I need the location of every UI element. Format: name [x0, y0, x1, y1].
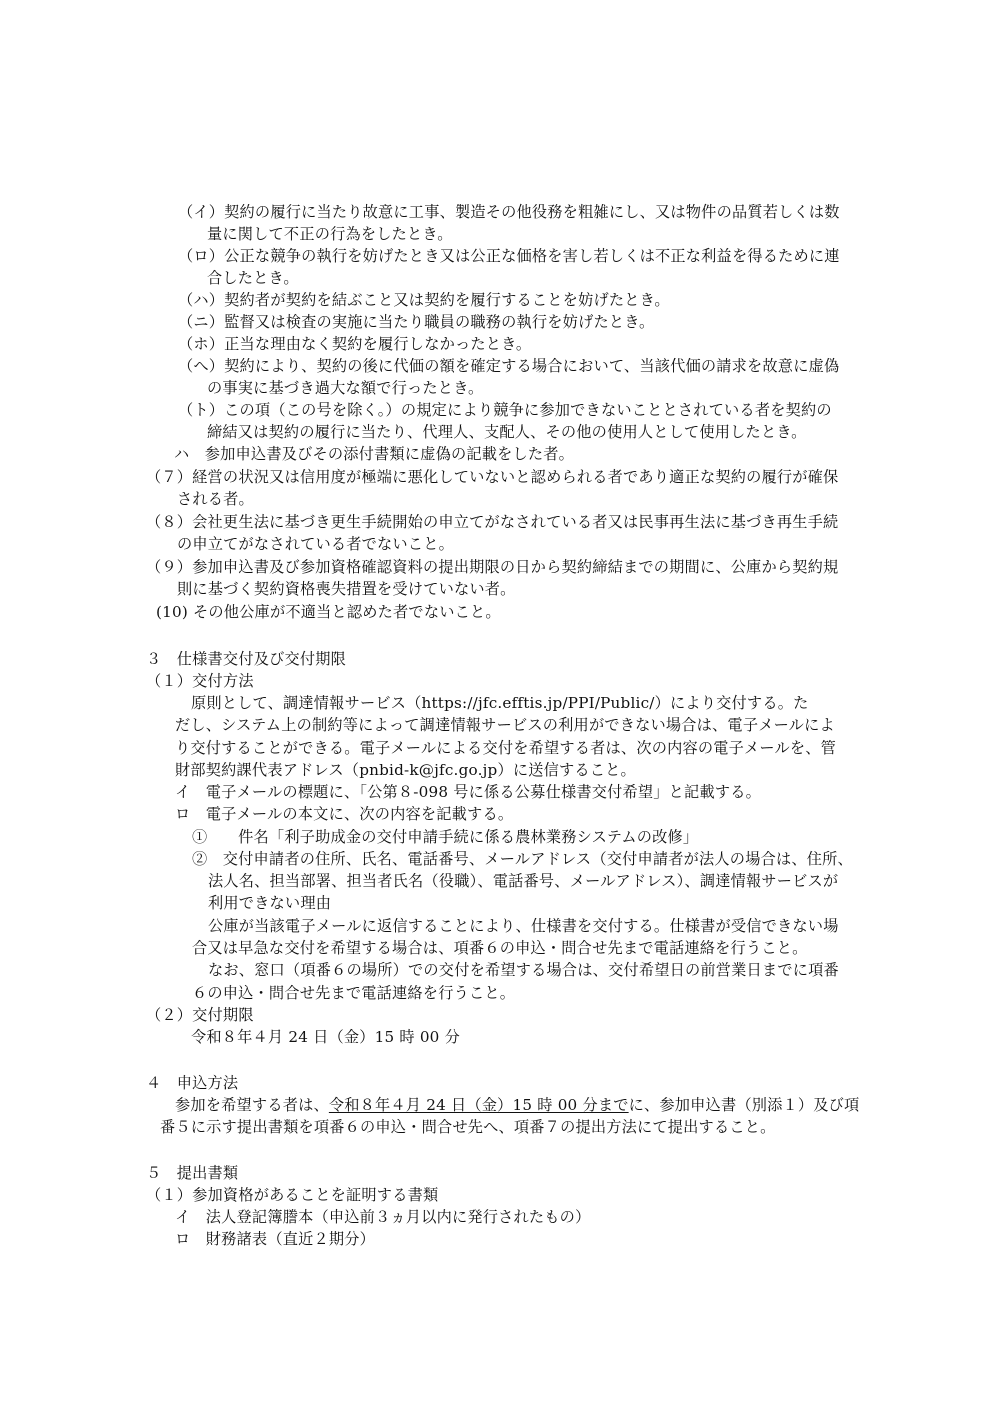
section-3-para3-line1: なお、窓口（項番６の場所）での交付を希望する場合は、交付希望日の前営業日までに項番 — [208, 961, 839, 979]
section-3-para1-line4: 財部契約課代表アドレス（pnbid-k@jfc.go.jp）に送信すること。 — [175, 761, 636, 779]
section-4-deadline-underlined: 令和８年４月 24 日（金）15 時 00 分まで — [328, 1096, 629, 1114]
section-3-para2-line2: 合又は早急な交付を希望する場合は、項番６の申込・問合せ先まで電話連絡を行うこと。 — [192, 939, 808, 957]
section-3-para1-line1: 原則として、調達情報サービス（https://jfc.efftis.jp/PPI/Public/）により交付する。た — [191, 694, 809, 712]
clause-i-line2: 量に関して不正の行為をしたとき。 — [207, 225, 453, 243]
section-3-item-ro: ロ 電子メールの本文に、次の内容を記載する。 — [175, 805, 514, 823]
clause-ha: （ハ）契約者が契約を結ぶこと又は契約を履行することを妨げたとき。 — [178, 291, 670, 309]
para-7-line2: される者。 — [177, 490, 254, 508]
clause-ho: （ホ）正当な理由なく契約を履行しなかったとき。 — [178, 335, 532, 353]
section-3-item-i: イ 電子メールの標題に、「公第８-098 号に係る公募仕様書交付希望」と記載する。 — [175, 783, 761, 801]
section-5-item-i: イ 法人登記簿謄本（申込前３ヵ月以内に発行されたもの） — [175, 1208, 591, 1226]
section-5-heading: ５ 提出書類 — [146, 1164, 239, 1182]
section-3-sub2: （２）交付期限 — [146, 1006, 254, 1024]
para-8-line1: （８）会社更生法に基づき更生手続開始の申立てがなされている者又は民事再生法に基づき再生手続 — [146, 513, 839, 531]
section-3-sub1: （１）交付方法 — [146, 672, 254, 690]
para-9-line1: （９）参加申込書及び参加資格確認資料の提出期限の日から契約締結までの期間に、公庫から契約規 — [146, 558, 839, 576]
clause-to-line1: （ト）この項（この号を除く。）の規定により競争に参加できないこととされている者を契約の — [178, 401, 832, 419]
section-3-para3-line2: ６の申込・問合せ先まで電話連絡を行うこと。 — [192, 984, 516, 1002]
section-3-circle-1: ① 件名「利子助成金の交付申請手続に係る農林業務システムの改修」 — [192, 828, 699, 846]
para-7-line1: （７）経営の状況又は信用度が極端に悪化していないと認められる者であり適正な契約の履行が確保 — [146, 468, 839, 486]
section-5-item-ro: ロ 財務諸表（直近２期分） — [175, 1230, 376, 1248]
section-4-line1-post: に、参加申込書（別添１）及び項 — [628, 1096, 860, 1114]
clause-i-line1: （イ）契約の履行に当たり故意に工事、製造その他役務を粗雑にし、又は物件の品質若しくは数 — [178, 203, 840, 221]
section-3-para1-line3: り交付することができる。電子メールによる交付を希望する者は、次の内容の電子メールを、管 — [175, 739, 837, 757]
section-3-para1-line2: だし、システム上の制約等によって調達情報サービスの利用ができない場合は、電子メールによ — [175, 716, 835, 734]
section-4-line1-pre: 参加を希望する者は、 — [175, 1096, 329, 1114]
section-3-circle-2-line3: 利用できない理由 — [208, 894, 332, 912]
section-4-line1 — [175, 1095, 859, 1115]
clause-ha-main: ハ 参加申込書及びその添付書類に虚偽の記載をした者。 — [174, 445, 575, 463]
para-8-line2: の申立てがなされている者でないこと。 — [177, 535, 454, 553]
clause-he-line1: （へ）契約により、契約の後に代価の額を確定する場合において、当該代価の請求を故意に虚偽 — [178, 357, 840, 375]
para-10: (10) その他公庫が不適当と認めた者でないこと。 — [156, 603, 501, 621]
clause-ni: （ニ）監督又は検査の実施に当たり職員の職務の執行を妨げたとき。 — [178, 313, 655, 331]
clause-to-line2: 締結又は契約の履行に当たり、代理人、支配人、その他の使用人として使用したとき。 — [207, 423, 807, 441]
section-3-circle-2-line1: ② 交付申請者の住所、氏名、電話番号、メールアドレス（交付申請者が法人の場合は、住所、 — [192, 850, 853, 868]
section-3-circle-2-line2: 法人名、担当部署、担当者氏名（役職）、電話番号、メールアドレス）、調達情報サービスが — [208, 872, 839, 890]
section-3-heading: ３ 仕様書交付及び交付期限 — [146, 650, 347, 668]
section-3-para2-line1: 公庫が当該電子メールに返信することにより、仕様書を交付する。仕様書が受信できない場 — [208, 917, 839, 935]
section-4-heading: ４ 申込方法 — [146, 1074, 239, 1092]
section-4-line2: 番５に示す提出書類を項番６の申込・問合せ先へ、項番７の提出方法にて提出すること。 — [160, 1118, 776, 1136]
clause-he-line2: の事実に基づき過大な額で行ったとき。 — [207, 379, 484, 397]
para-9-line2: 則に基づく契約資格喪失措置を受けていない者。 — [177, 580, 516, 598]
section-3-deadline: 令和８年４月 24 日（金）15 時 00 分 — [191, 1028, 460, 1046]
clause-ro-line1: （ロ）公正な競争の執行を妨げたとき又は公正な価格を害し若しくは不正な利益を得るために連 — [178, 247, 840, 265]
clause-ro-line2: 合したとき。 — [207, 269, 299, 287]
section-5-sub1: （１）参加資格があることを証明する書類 — [146, 1186, 439, 1204]
